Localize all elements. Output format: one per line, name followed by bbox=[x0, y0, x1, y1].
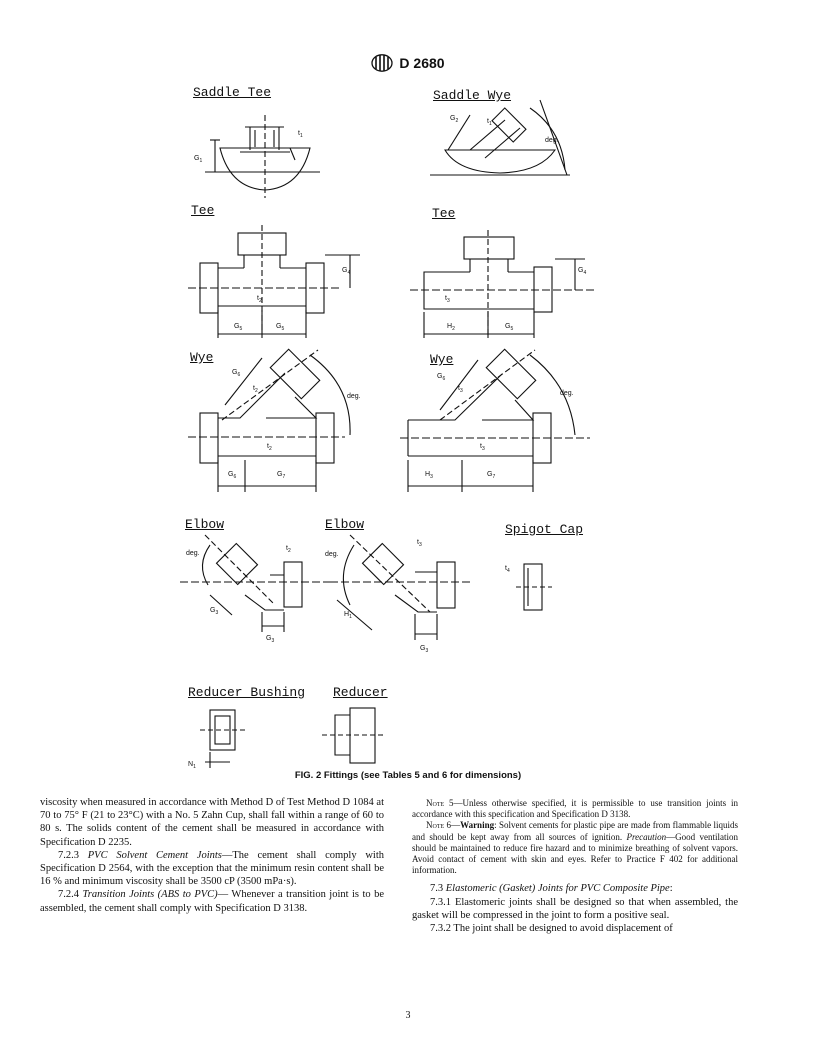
paragraph-7-3-1: 7.3.1 Elastomeric joints shall be designed so that when assembled, the gasket will be compressed in the joint to form a positive seal. bbox=[412, 896, 738, 921]
dim-H2: $H_2$ bbox=[447, 323, 455, 332]
note-5 bbox=[412, 798, 738, 820]
dim-deg-d: deg. bbox=[186, 550, 200, 557]
dim-N1: $N_1$ bbox=[188, 761, 196, 770]
paragraph-7-3: 7.3 Elastomeric (Gasket) Joints for PVC Composite Pipe: bbox=[430, 883, 673, 895]
note-text: : Solvent cements for plastic pipe are made from flammable liquids and should be kept away from all sources of ignition. bbox=[412, 820, 738, 842]
label-wye-1: Wye bbox=[190, 350, 214, 365]
dim-G5-a: $G_5$ bbox=[234, 323, 243, 332]
label-reducer: Reducer bbox=[333, 685, 388, 700]
paragraph-viscosity: viscosity when measured in accordance with Method D of Test Method D 1084 at 70 to 75° F (21 to 23°C) with a No. 5 Zahn Cup, shall fall within a range of 60 to 80 s. The solids content of the cement shall be measured in accordance with Specification D 2235. bbox=[40, 797, 384, 848]
section-text: —The cement shall comply with Specification D 2564, with the exception that the minimum resin content shall be 16 % and minimum viscosity shall be 3500 cP (3500 mPa·s). bbox=[40, 849, 384, 888]
page-number: 3 bbox=[405, 1010, 411, 1021]
reducer-drawing bbox=[322, 708, 385, 763]
dim-t3-a: $t_3$ bbox=[445, 295, 450, 304]
dim-H1: $H_1$ bbox=[344, 611, 352, 620]
note-label: Note 6 bbox=[426, 820, 452, 831]
label-elbow-1: Elbow bbox=[185, 517, 225, 532]
dim-G6-b: $G_6$ bbox=[228, 471, 237, 480]
dim-G2: $G_2$ bbox=[450, 115, 459, 124]
elbow-1-drawing bbox=[180, 535, 330, 632]
dim-t3-b: $t_3$ bbox=[458, 385, 463, 394]
left-column bbox=[40, 796, 384, 915]
dim-G6-a: $G_6$ bbox=[232, 369, 241, 378]
tee-1-drawing bbox=[188, 225, 360, 338]
dim-G3-a: $G_3$ bbox=[210, 607, 219, 616]
label-reducer-bushing: Reducer Bushing bbox=[188, 685, 306, 700]
label-saddle-tee: Saddle Tee bbox=[193, 85, 272, 100]
dim-deg-b: deg. bbox=[347, 393, 361, 400]
saddle-tee-drawing bbox=[205, 115, 320, 198]
dim-G5-b: $G_5$ bbox=[276, 323, 285, 332]
reducer-bushing-drawing bbox=[200, 710, 245, 768]
paragraph-7-3-2: 7.3.2 The joint shall be designed to avoid displacement of bbox=[430, 923, 673, 935]
dim-t2-b: $t_2$ bbox=[253, 385, 258, 394]
section-number: 7.3 bbox=[430, 883, 444, 895]
dim-t3-d: $t_3$ bbox=[417, 539, 422, 548]
dim-t3-c: $t_3$ bbox=[480, 443, 485, 452]
dim-t1-b: $t_1$ bbox=[487, 118, 492, 127]
label-spigot-cap: Spigot Cap bbox=[505, 522, 584, 537]
dim-G1: $G_1$ bbox=[194, 155, 203, 164]
figure-caption: FIG. 2 Fittings (see Tables 5 and 6 for dimensions) bbox=[294, 770, 522, 781]
dim-deg-a: deg. bbox=[545, 137, 559, 144]
label-tee-1: Tee bbox=[191, 203, 215, 218]
dim-t2-a: $t_2$ bbox=[257, 295, 262, 304]
section-number: 7.2.3 bbox=[58, 849, 79, 861]
wye-1-drawing bbox=[188, 349, 350, 492]
dim-H3: $H_3$ bbox=[425, 471, 433, 480]
section-title: Elastomeric (Gasket) Joints for PVC Composite Pipe bbox=[445, 883, 670, 895]
note-label: Note 5 bbox=[426, 798, 454, 808]
dim-G3-c: $G_3$ bbox=[420, 645, 429, 654]
warning-label: Warning bbox=[460, 820, 495, 831]
dim-deg-e: deg. bbox=[325, 551, 339, 558]
dim-G4-b: $G_4$ bbox=[578, 267, 587, 276]
spigot-cap-drawing bbox=[516, 564, 552, 610]
paragraph-7-2-3 bbox=[40, 849, 384, 889]
dim-G6-c: $G_6$ bbox=[437, 373, 446, 382]
right-column bbox=[412, 798, 738, 935]
label-elbow-2: Elbow bbox=[325, 517, 365, 532]
dim-G5-c: $G_5$ bbox=[505, 323, 514, 332]
note-text: —Unless otherwise specified, it is permissible to use transition joints in accordance with this specification and Specification D 3138. bbox=[412, 798, 739, 820]
dim-t2-c: $t_2$ bbox=[267, 443, 272, 452]
section-title: PVC Solvent Cement Joints bbox=[87, 849, 222, 861]
dim-G7-b: $G_7$ bbox=[487, 471, 496, 480]
section-number: 7.2.4 bbox=[58, 889, 79, 901]
dim-G4-a: $G_4$ bbox=[342, 267, 351, 276]
tee-2-drawing bbox=[410, 230, 595, 338]
dim-t4: $t_4$ bbox=[505, 565, 510, 574]
elbow-2-drawing bbox=[330, 535, 470, 640]
label-saddle-wye: Saddle Wye bbox=[433, 88, 512, 103]
paragraph-7-2-4 bbox=[40, 888, 384, 914]
label-tee-2: Tee bbox=[432, 206, 456, 221]
section-text: — Whenever a transition joint is to be assembled, the cement shall comply with Specification D 3138. bbox=[40, 889, 384, 914]
dim-deg-c: deg. bbox=[560, 390, 574, 397]
dim-t1-a: $t_1$ bbox=[298, 130, 303, 139]
label-wye-2: Wye bbox=[430, 352, 454, 367]
dim-G3-b: $G_3$ bbox=[266, 635, 275, 644]
section-title: Transition Joints (ABS to PVC) bbox=[82, 889, 218, 901]
dim-t2-d: $t_2$ bbox=[286, 545, 291, 554]
precaution-label: Precaution bbox=[626, 831, 667, 842]
dim-G7-a: $G_7$ bbox=[277, 471, 286, 480]
note-text: —Good ventilation should be maintained to reduce fire hazard and to minimize breathing of solvent vapors. Avoid contact of cement with skin and eyes. Refer to Practice F 402 for additional information. bbox=[412, 831, 738, 876]
note-6: Note 6—Warning: Solvent cements for plastic pipe are made from flammable liquids and should be kept away from all sources of ignition. Precaution—Good ventilation should be maintained to reduce fire hazard and to minimize breathing of solvent vapors. Avoid contact of cement with skin and eyes. Refer to Practice F 402 for additional information. bbox=[412, 820, 738, 876]
designation: D 2680 bbox=[399, 55, 445, 71]
